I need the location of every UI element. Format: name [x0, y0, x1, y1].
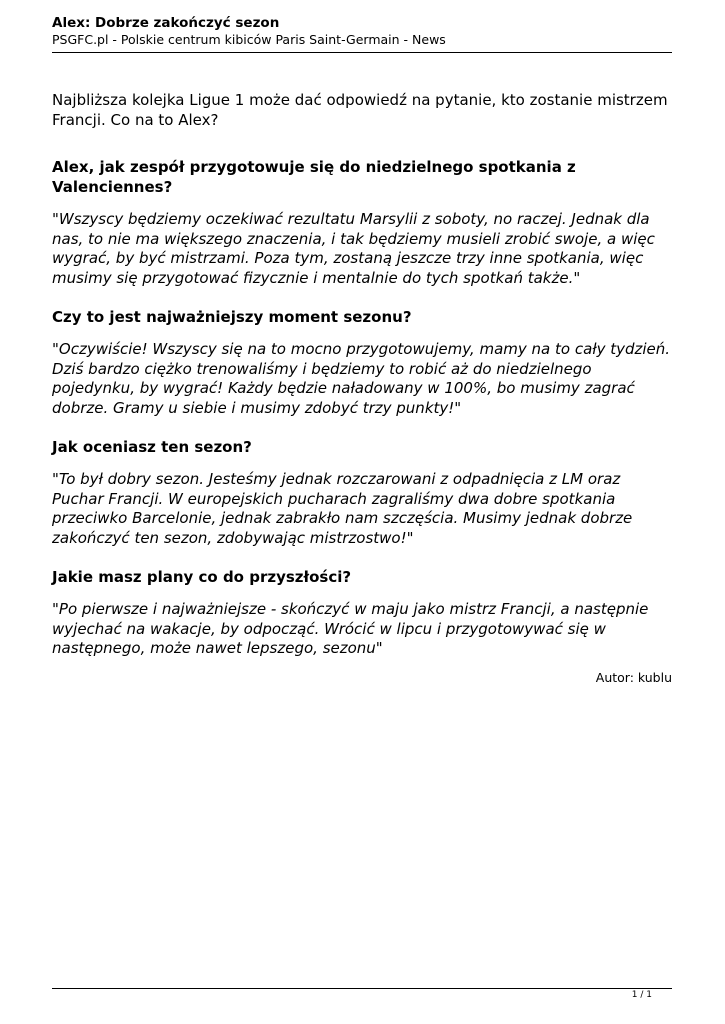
article-title: Alex: Dobrze zakończyć sezon [52, 15, 280, 31]
question-1: Alex, jak zespół przygotowuje się do niedzielnego spotkania z Valenciennes? [52, 158, 576, 196]
answer-4: "Po pierwsze i najważniejsze - skończyć w maju jako mistrz Francji, a następnie wyjechać na wakacje, by odpocząć. Wrócić w lipcu i przygotowywać się w następnego, może nawet lepszego, sezonu" [52, 600, 649, 657]
site-subtitle: PSGFC.pl - Polskie centrum kibiców Paris Saint-Germain - News [52, 32, 446, 47]
question-3: Jak oceniasz ten sezon? [52, 438, 252, 456]
answer-3: "To był dobry sezon. Jesteśmy jednak rozczarowani z odpadnięcia z LM oraz Puchar Francji. W europejskich pucharach zagraliśmy dwa dobre spotkania przeciwko Barcelonie, jednak zabrakło nam szczęścia. Musimy jednak dobrze zakończyć ten sezon, zdobywając mistrzostwo!" [52, 470, 633, 547]
page-number: 1 / 1 [631, 990, 652, 1000]
page-header [52, 14, 672, 48]
question-2: Czy to jest najważniejszy moment sezonu? [52, 308, 412, 326]
answer-2: "Oczywiście! Wszyscy się na to mocno przygotowujemy, mamy na to cały tydzień. Dziś bardzo ciężko trenowaliśmy i będziemy to robić aż do niedzielnego pojedynku, by wygrać! Każdy będzie naładowany w 100%, bo musimy zagrać dobrze. Gramy u siebie i musimy zdobyć trzy punkty!" [52, 340, 671, 417]
article-author: Autor: kublu [595, 670, 672, 685]
article-body [52, 90, 672, 659]
question-4: Jakie masz plany co do przyszłości? [52, 568, 352, 586]
header-divider [52, 52, 672, 53]
answer-1: "Wszyscy będziemy oczekiwać rezultatu Marsylii z soboty, no raczej. Jednak dla nas, to nie ma większego znaczenia, i tak będziemy musieli zrobić swoje, a więc wygrać, by być mistrzami. Poza tym, zostaną jeszcze trzy inne spotkania, więc musimy się przygotować fizycznie i mentalnie do tych spotkań także." [52, 210, 655, 287]
article-intro: Najbliższa kolejka Ligue 1 może dać odpowiedź na pytanie, kto zostanie mistrzem Francji. Co na to Alex? [52, 91, 668, 129]
document-page [52, 0, 672, 1024]
footer-divider [52, 988, 672, 989]
